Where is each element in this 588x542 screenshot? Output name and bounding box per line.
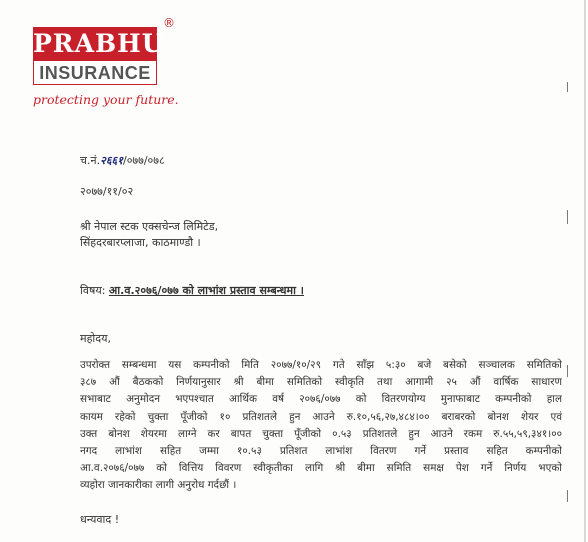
body-line: उक्त बोनश शेयरमा लाग्ने कर बापत चुक्ता पूँजीको ०.५३ प्रतिशतले हुन आउने रकम रु.५५,५९,३४१।०० (80, 427, 562, 440)
subject-text: आ.व.२०७६/०७७ को लाभांश प्रस्ताव सम्बन्धमा । (108, 284, 304, 297)
salutation: महोदय, (80, 332, 111, 345)
margin-mark (567, 82, 568, 92)
body-line: सभाबाट अनुमोदन भएपश्चात आर्थिक वर्ष २०७६/०७७ को वितरणयोग्य मुनाफाबाट कम्पनीको हाल (80, 393, 562, 406)
logo-wordmark-top: PRABHU (33, 29, 165, 58)
reference-serial: २६६१ (100, 154, 123, 167)
margin-mark (567, 490, 568, 502)
logo-white-block (33, 60, 157, 85)
recipient-line: श्री नेपाल स्टक एक्सचेन्ज लिमिटेड, (80, 220, 219, 233)
tagline: protecting your future. (33, 92, 179, 107)
margin-mark (567, 365, 568, 377)
body-line: ३८७ औं बैठकको निर्णयानुसार श्री बीमा समितिको स्वीकृति तथा आगामी २५ औं वार्षिक साधारण (80, 376, 562, 389)
body-line: व्यहोरा जानकारीका लागी अनुरोध गर्दछौं । (80, 479, 237, 492)
margin-mark (567, 210, 568, 224)
company-logo (33, 27, 165, 87)
body-line: नगद लाभांश सहित जम्मा १०.५३ प्रतिशत लाभांश वितरण गर्ने प्रस्ताव सहित कम्पनीको (80, 444, 562, 457)
logo-wordmark-bottom: INSURANCE (39, 63, 151, 83)
closing: धन्यवाद ! (80, 513, 120, 526)
registered-mark: ® (163, 16, 175, 30)
reference-number (80, 154, 165, 168)
body-line: कायम रहेको चुक्ता पूँजीको १० प्रतिशतले हुन आउने रु.१०,५६,२७,४८४।०० बराबरको बोनश शेयर एवं (80, 410, 562, 423)
body-line: उपरोक्त सम्बन्धमा यस कम्पनीको मिति २०७७/१०/२९ गते साँझ ५:३० बजे बसेको सञ्चालक समितिको (80, 359, 562, 371)
letter-date: २०७७/११/०२ (80, 185, 134, 198)
logo-red-block (33, 27, 165, 60)
recipient-line: सिंहदरबारप्लाजा, काठमाण्डौ । (80, 236, 201, 249)
reference-prefix: च.नं. (80, 154, 101, 167)
recipient-address (80, 219, 218, 251)
reference-suffix: /०७७/०७८ (122, 154, 165, 167)
subject-label: विषय: (80, 284, 106, 297)
page-edge (584, 0, 586, 542)
subject-line (80, 284, 304, 298)
body-line: आ.व.२०७६/०७७ को वित्तिय विवरण स्वीकृतीका लागि श्री बीमा समिति समक्ष पेश गर्ने निर्णय भएको (80, 462, 562, 475)
letter-body (80, 357, 562, 495)
